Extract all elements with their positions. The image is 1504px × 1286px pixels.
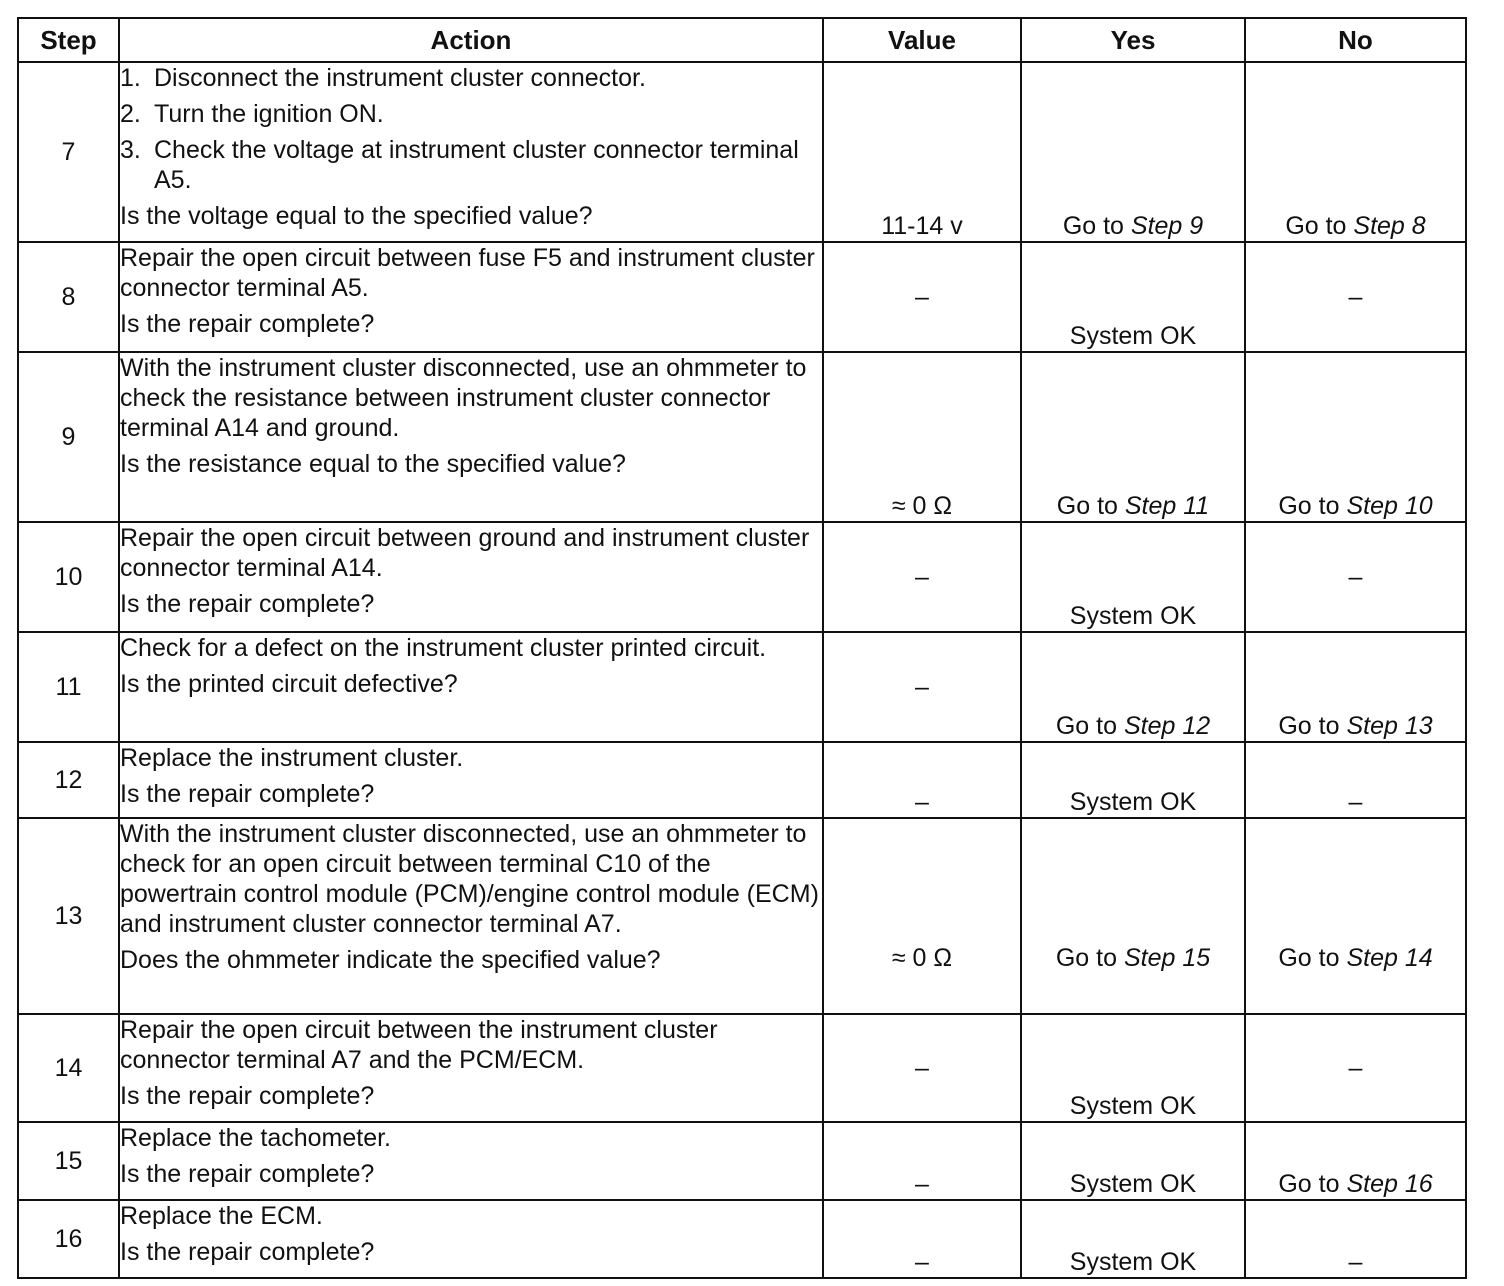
action-cell (119, 1122, 823, 1200)
table-row (18, 632, 1466, 742)
table-row (18, 1014, 1466, 1122)
action-question: Is the voltage equal to the specified value? (120, 202, 593, 230)
step-number: 11 (18, 632, 119, 742)
table-row (18, 818, 1466, 1014)
goto-prefix: Go to (1278, 944, 1347, 972)
header-yes: Yes (1021, 18, 1245, 62)
goto-step-link: Step 13 (1346, 712, 1433, 740)
action-text: Replace the ECM. (120, 1202, 323, 1230)
goto-step-link: Step 8 (1353, 212, 1426, 240)
goto-prefix: Go to (1285, 212, 1354, 240)
yes-cell (1021, 818, 1245, 1014)
action-question: Is the repair complete? (120, 1238, 375, 1266)
yes-cell: System OK (1021, 1200, 1245, 1278)
yes-cell: System OK (1021, 242, 1245, 352)
no-cell (1245, 632, 1466, 742)
goto-step-link: Step 15 (1123, 944, 1211, 972)
action-cell (119, 632, 823, 742)
yes-cell: System OK (1021, 522, 1245, 632)
action-text: Repair the open circuit between the instrument cluster connector terminal A7 and the PCM/ECM. (120, 1016, 718, 1074)
value-cell: – (823, 1200, 1021, 1278)
action-cell (119, 1200, 823, 1278)
goto-prefix: Go to (1278, 492, 1347, 520)
yes-cell: System OK (1021, 1122, 1245, 1200)
action-text: With the instrument cluster disconnected, use an ohmmeter to check the resistance between instrument cluster connector terminal A14 and ground. (120, 354, 807, 442)
action-cell (119, 742, 823, 818)
table-row (18, 1200, 1466, 1278)
step-number: 10 (18, 522, 119, 632)
no-cell: – (1245, 1200, 1466, 1278)
action-text: Check for a defect on the instrument cluster printed circuit. (120, 634, 767, 662)
no-cell (1245, 352, 1466, 522)
action-text: Repair the open circuit between ground and instrument cluster connector terminal A14. (120, 524, 810, 582)
action-question: Is the repair complete? (120, 590, 375, 618)
step-number: 14 (18, 1014, 119, 1122)
action-cell (119, 522, 823, 632)
table-row (18, 242, 1466, 352)
goto-prefix: Go to (1056, 492, 1125, 520)
action-text: Repair the open circuit between fuse F5 and instrument cluster connector terminal A5. (120, 244, 815, 302)
header-row (18, 18, 1466, 62)
goto-step-link: Step 9 (1130, 212, 1204, 240)
yes-cell (1021, 62, 1245, 242)
yes-cell (1021, 632, 1245, 742)
action-text: Replace the instrument cluster. (120, 744, 464, 772)
goto-prefix: Go to (1278, 1170, 1347, 1198)
yes-cell: System OK (1021, 742, 1245, 818)
step-number: 9 (18, 352, 119, 522)
header-value: Value (823, 18, 1021, 62)
action-question: Is the repair complete? (120, 1160, 375, 1188)
step-number: 15 (18, 1122, 119, 1200)
goto-step-link: Step 14 (1346, 944, 1433, 972)
goto-prefix: Go to (1055, 944, 1124, 972)
step-number: 13 (18, 818, 119, 1014)
action-question: Is the repair complete? (120, 310, 375, 338)
value-cell: – (823, 632, 1021, 742)
table-row (18, 62, 1466, 242)
yes-cell (1021, 352, 1245, 522)
step-number: 12 (18, 742, 119, 818)
no-cell: – (1245, 522, 1466, 632)
goto-prefix: Go to (1278, 712, 1347, 740)
value-cell: – (823, 522, 1021, 632)
step-number: 7 (18, 62, 119, 242)
header-no: No (1245, 18, 1466, 62)
table-row (18, 742, 1466, 818)
action-cell (119, 1014, 823, 1122)
table-row (18, 522, 1466, 632)
header-action: Action (119, 18, 823, 62)
action-step: Check the voltage at instrument cluster connector terminal A5. (154, 136, 799, 194)
no-cell: – (1245, 242, 1466, 352)
goto-step-link: Step 11 (1124, 492, 1210, 520)
value-cell: – (823, 242, 1021, 352)
goto-step-link: Step 16 (1346, 1170, 1433, 1198)
action-text: With the instrument cluster disconnected, use an ohmmeter to check for an open circuit between terminal C10 of the powertrain control module (PCM)/engine control module (ECM) and instrument cluster connector terminal A7. (120, 820, 819, 938)
diagnostic-table (17, 17, 1467, 1279)
action-cell (119, 818, 823, 1014)
yes-cell: System OK (1021, 1014, 1245, 1122)
value-cell: ≈ 0 Ω (823, 352, 1021, 522)
action-question: Is the resistance equal to the specified value? (120, 450, 626, 478)
value-cell: 11-14 v (823, 62, 1021, 242)
action-question: Is the repair complete? (120, 780, 375, 808)
action-cell (119, 62, 823, 242)
action-question: Does the ohmmeter indicate the specified value? (120, 946, 661, 974)
no-cell (1245, 818, 1466, 1014)
value-cell: – (823, 1122, 1021, 1200)
no-cell: – (1245, 742, 1466, 818)
action-cell (119, 352, 823, 522)
action-steps (120, 63, 822, 195)
no-cell (1245, 1122, 1466, 1200)
action-text: Replace the tachometer. (120, 1124, 391, 1152)
value-cell: – (823, 742, 1021, 818)
action-step: Disconnect the instrument cluster connector. (154, 64, 646, 92)
table-row (18, 352, 1466, 522)
action-question: Is the printed circuit defective? (120, 670, 458, 698)
goto-prefix: Go to (1062, 212, 1131, 240)
action-cell (119, 242, 823, 352)
action-step: Turn the ignition ON. (154, 100, 384, 128)
action-question: Is the repair complete? (120, 1082, 375, 1110)
header-step: Step (18, 18, 119, 62)
step-number: 16 (18, 1200, 119, 1278)
goto-step-link: Step 10 (1346, 492, 1433, 520)
step-number: 8 (18, 242, 119, 352)
no-cell (1245, 62, 1466, 242)
goto-step-link: Step 12 (1123, 712, 1211, 740)
goto-prefix: Go to (1055, 712, 1124, 740)
no-cell: – (1245, 1014, 1466, 1122)
value-cell: ≈ 0 Ω (823, 818, 1021, 1014)
table-row (18, 1122, 1466, 1200)
value-cell: – (823, 1014, 1021, 1122)
